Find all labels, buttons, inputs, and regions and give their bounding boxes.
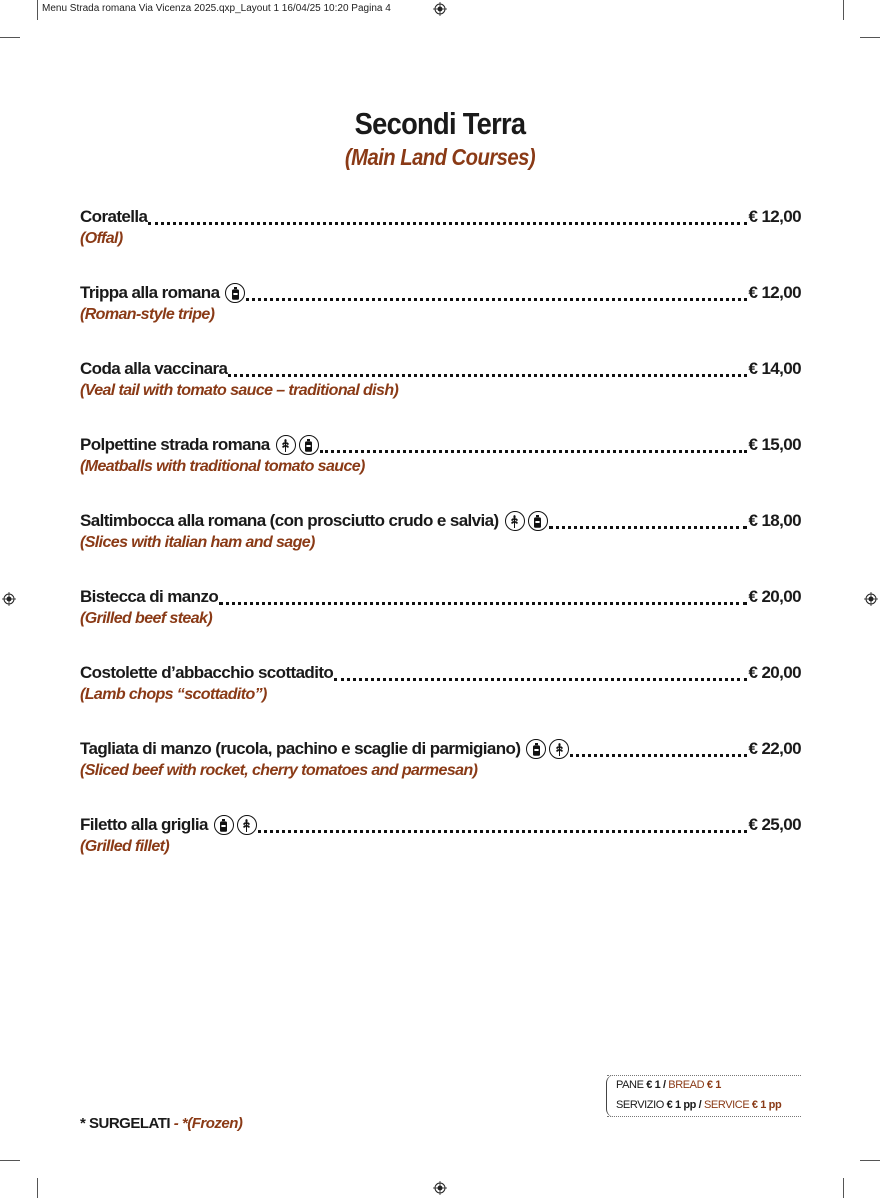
crop-mark — [843, 0, 844, 20]
bottle-icon — [225, 283, 245, 303]
dish-name: Saltimbocca alla romana (con prosciutto crudo e salvia) — [80, 511, 499, 530]
bottle-icon — [526, 739, 546, 759]
crop-mark — [37, 0, 38, 20]
bread-price-en: € 1 — [706, 1079, 721, 1091]
crop-mark — [860, 37, 880, 38]
menu-item — [80, 585, 801, 661]
frozen-translation: *(Frozen) — [181, 1115, 243, 1132]
menu-item-line — [80, 509, 801, 533]
frozen-footnote — [80, 1115, 242, 1132]
bottle-icon — [299, 435, 319, 455]
bread-service-notice — [606, 1075, 801, 1117]
dish-price: € 12,00 — [748, 207, 801, 226]
service-price-it: € 1 — [666, 1099, 681, 1111]
dish-name: Costolette d’abbacchio scottadito — [80, 663, 334, 682]
wheat-icon — [549, 739, 569, 759]
dot-leader — [570, 738, 747, 757]
dish-translation: (Offal) — [80, 230, 123, 247]
wheat-icon — [505, 511, 525, 531]
dish-price: € 15,00 — [748, 435, 801, 454]
allergen-icons — [214, 815, 257, 835]
registration-mark-icon — [433, 1181, 447, 1195]
menu-item — [80, 813, 801, 889]
menu-item — [80, 357, 801, 433]
dot-leader — [320, 434, 748, 453]
menu-list — [80, 205, 801, 889]
dish-translation: (Meatballs with traditional tomato sauce) — [80, 458, 365, 475]
menu-item — [80, 509, 801, 585]
crop-mark — [843, 1178, 844, 1198]
page-header — [0, 106, 880, 171]
menu-item — [80, 737, 801, 813]
menu-item-line — [80, 813, 801, 837]
dot-leader — [148, 206, 747, 225]
dish-translation: (Sliced beef with rocket, cherry tomatoes and parmesan) — [80, 762, 478, 779]
dish-name: Coratella — [80, 207, 148, 226]
dish-price: € 14,00 — [748, 359, 801, 378]
page-title: Secondi Terra — [354, 106, 526, 141]
service-unit-it: pp — [683, 1099, 696, 1111]
dish-price: € 25,00 — [748, 815, 801, 834]
menu-item — [80, 281, 801, 357]
divider — [607, 1075, 801, 1076]
bread-label-it: PANE — [616, 1079, 644, 1091]
separator: / — [698, 1099, 702, 1111]
menu-item — [80, 433, 801, 509]
crop-mark — [860, 1160, 880, 1161]
wheat-icon — [237, 815, 257, 835]
dish-name: Coda alla vaccinara — [80, 359, 228, 378]
registration-mark-icon — [433, 2, 447, 16]
dot-leader — [246, 282, 747, 301]
dish-name: Polpettine strada romana — [80, 435, 270, 454]
service-line — [607, 1095, 801, 1115]
dish-price: € 12,00 — [748, 283, 801, 302]
dish-price: € 20,00 — [748, 587, 801, 606]
bread-label-en: BREAD — [668, 1079, 705, 1091]
dot-leader — [219, 586, 747, 605]
frozen-dash: - — [170, 1115, 182, 1132]
dish-name: Trippa alla romana — [80, 283, 220, 302]
crop-mark — [0, 37, 20, 38]
menu-item-line — [80, 737, 801, 761]
dish-translation: (Veal tail with tomato sauce – traditional dish) — [80, 382, 399, 399]
menu-item — [80, 661, 801, 737]
menu-item-line — [80, 205, 801, 229]
dish-price: € 22,00 — [748, 739, 801, 758]
allergen-icons — [505, 511, 548, 531]
dot-leader — [228, 358, 747, 377]
menu-item — [80, 205, 801, 281]
service-label-en: SERVICE — [703, 1099, 750, 1111]
registration-mark-icon — [2, 592, 16, 606]
allergen-icons — [526, 739, 569, 759]
bread-line — [607, 1075, 801, 1095]
dish-translation: (Grilled beef steak) — [80, 610, 213, 627]
registration-mark-icon — [864, 592, 878, 606]
menu-item-line — [80, 585, 801, 609]
dish-translation: (Grilled fillet) — [80, 838, 170, 855]
bottle-icon — [528, 511, 548, 531]
dish-name: Tagliata di manzo (rucola, pachino e scaglie di parmigiano) — [80, 739, 521, 758]
wheat-icon — [276, 435, 296, 455]
menu-item-line — [80, 357, 801, 381]
menu-item-line — [80, 281, 801, 305]
print-slug: Menu Strada romana Via Vicenza 2025.qxp_Layout 1 16/04/25 10:20 Pagina 4 — [42, 3, 391, 14]
bottle-icon — [214, 815, 234, 835]
service-price-en: € 1 — [751, 1099, 767, 1111]
allergen-icons — [225, 283, 245, 303]
crop-mark — [0, 1160, 20, 1161]
service-unit-en: pp — [768, 1099, 782, 1111]
dish-price: € 18,00 — [748, 511, 801, 530]
menu-item-line — [80, 433, 801, 457]
dish-name: Filetto alla griglia — [80, 815, 208, 834]
dot-leader — [549, 510, 748, 529]
service-label-it: SERVIZIO — [616, 1099, 664, 1111]
dish-name: Bistecca di manzo — [80, 587, 219, 606]
page-subtitle: (Main Land Courses) — [344, 144, 536, 170]
frozen-label: * SURGELATI — [80, 1115, 171, 1132]
allergen-icons — [276, 435, 319, 455]
menu-item-line — [80, 661, 801, 685]
bread-price-it: € 1 — [646, 1079, 661, 1091]
dish-translation: (Lamb chops “scottadito”) — [80, 686, 267, 703]
dish-price: € 20,00 — [748, 663, 801, 682]
dish-translation: (Roman-style tripe) — [80, 306, 215, 323]
dish-translation: (Slices with italian ham and sage) — [80, 534, 315, 551]
crop-mark — [37, 1178, 38, 1198]
dot-leader — [334, 662, 747, 681]
dot-leader — [258, 814, 748, 833]
separator: / — [662, 1079, 666, 1091]
divider — [607, 1116, 801, 1117]
